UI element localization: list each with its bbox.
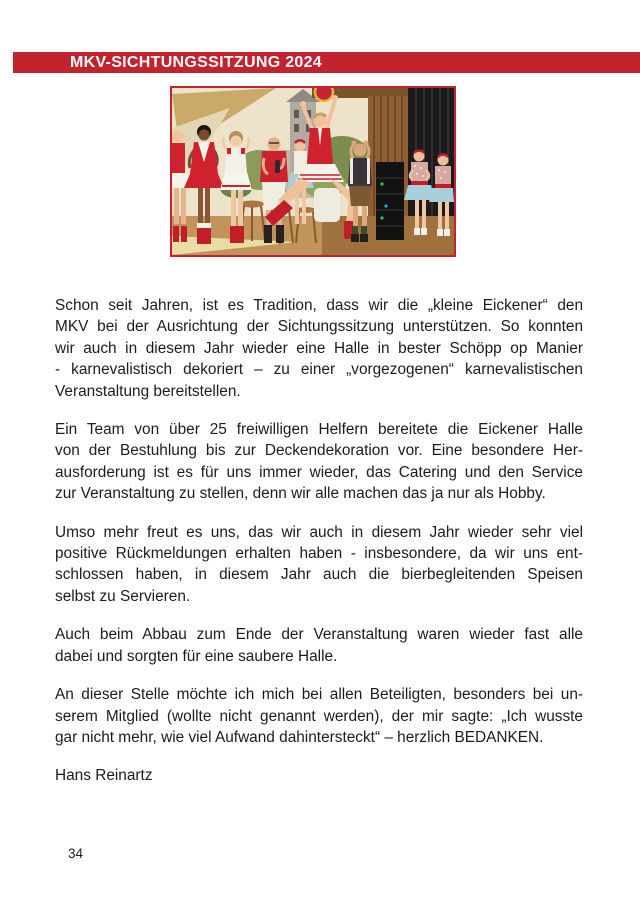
text-line: schlossen haben, in diesem Jahr auch die bierbegleitenden Speisen (55, 566, 583, 584)
text-line: Umso mehr freut es uns, das wir auch in diesem Jahr wieder sehr viel (55, 523, 583, 541)
text-line: serem Mitglied (wollte nicht genannt werden), der mir sagte: „Ich wusste (55, 707, 583, 725)
text-line: wir auch in diesem Jahr wieder eine Halle in bester Schöpp op Manier (55, 339, 583, 357)
text-line: zur Veranstaltung zu stellen, denn wir alle machen das ja nur als Hobby. (55, 485, 546, 503)
article-body (55, 295, 583, 787)
paragraph (55, 295, 583, 402)
paragraph (55, 522, 583, 608)
text-line: dabei und sorgten für eine saubere Halle. (55, 647, 338, 665)
text-line: Veranstaltung bereitstellen. (55, 382, 241, 400)
page-title: MKV-SICHTUNGSSITZUNG 2024 (70, 54, 322, 71)
text-line: ausforderung ist es für uns immer wieder, das Catering und den Service (55, 463, 583, 481)
draped-table (314, 188, 340, 222)
text-line: positive Rückmeldungen erhalten haben - insbesondere, da wir uns ent- (55, 545, 583, 563)
text-line: An dieser Stelle möchte ich mich bei allen Beteiligten, besonders bei un- (55, 686, 583, 704)
text-line: von der Bestuhlung bis zur Deckendekoration vor. Eine besondere Her- (55, 442, 583, 460)
page-number: 34 (68, 846, 84, 861)
paragraph (55, 624, 583, 667)
text-line: MKV bei der Ausrichtung der Sichtungssitzung unterstützen. So konnten (55, 318, 583, 336)
paragraph (55, 684, 583, 748)
text-line: - karnevalistisch dekoriert – zu einer „vorgezogenen“ karnevalistischen (55, 361, 583, 379)
text-line: Auch beim Abbau zum Ende der Veranstaltung waren wieder fast alle (55, 626, 583, 644)
speaker-stack (376, 162, 404, 240)
author-signature: Hans Reinartz (55, 767, 153, 785)
text-line: selbst zu Servieren. (55, 587, 191, 605)
photo-scene (172, 88, 454, 255)
section-header-bar (13, 52, 640, 73)
text-line: Ein Team von über 25 freiwilligen Helfern bereitete die Eickener Halle (55, 421, 583, 439)
paragraph (55, 419, 583, 505)
event-photo (170, 86, 456, 257)
text-line: Schon seit Jahren, ist es Tradition, dass wir die „kleine Eickener“ den (55, 297, 583, 314)
text-line: gar nicht mehr, wie viel Aufwand dahintersteckt“ – herzlich BEDANKEN. (55, 728, 544, 746)
